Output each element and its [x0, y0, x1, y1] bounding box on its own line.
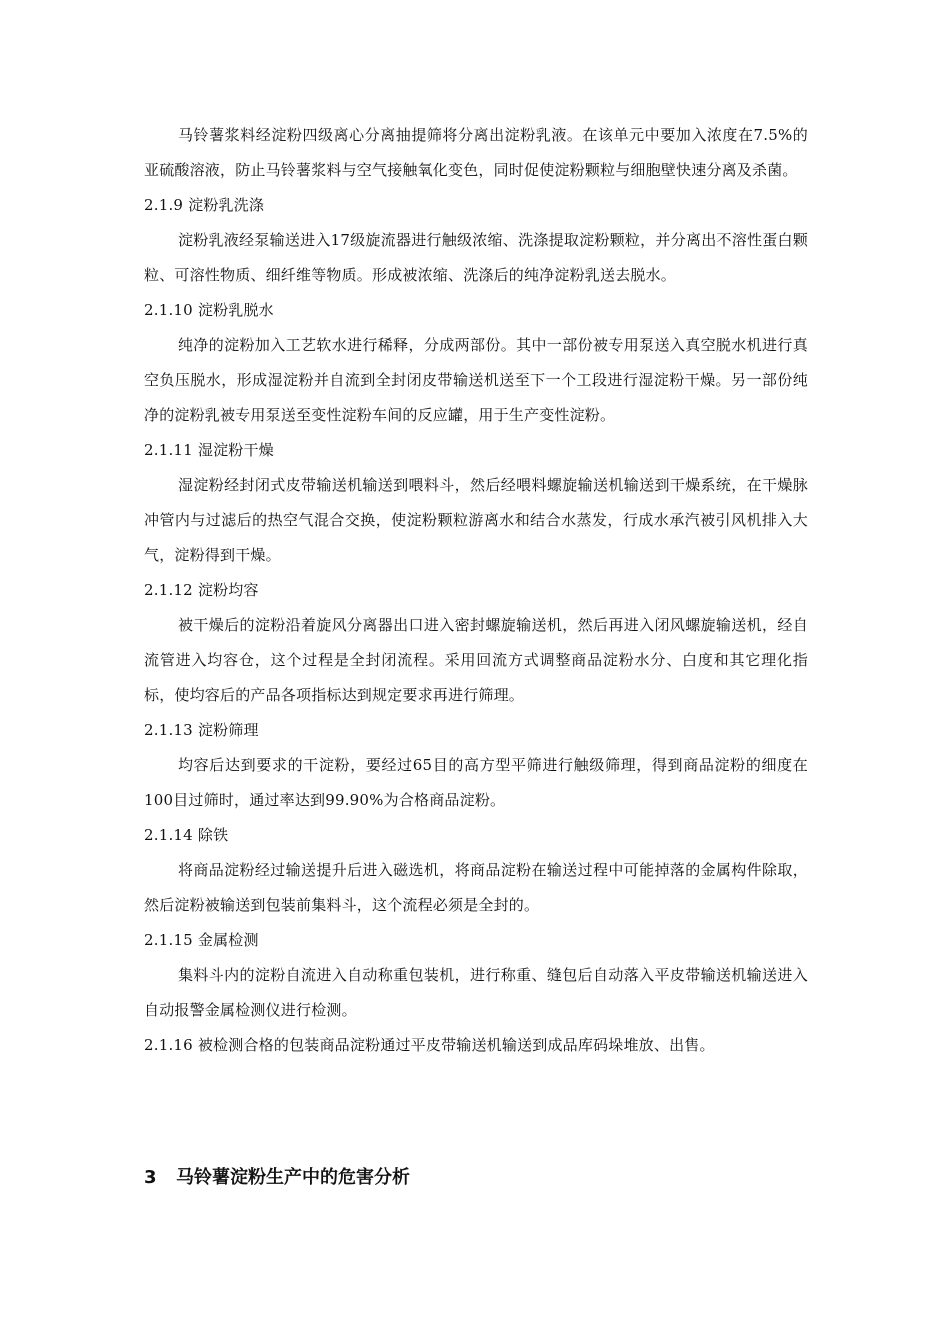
heading-2-1-13: 2.1.13 淀粉筛理 [144, 721, 259, 739]
heading-2-1-14: 2.1.14 除铁 [144, 826, 229, 844]
document-body [144, 118, 808, 1063]
paragraph-starch-separation: 马铃薯浆料经淀粉四级离心分离抽提筛将分离出淀粉乳液。在该单元中要加入浓度在7.5%的亚硫酸溶液，防止马铃薯浆料与空气接触氧化变色，同时促使淀粉颗粒与细胞壁快速分离及杀菌。 [144, 126, 808, 179]
paragraph-2-1-11: 湿淀粉经封闭式皮带输送机输送到喂料斗，然后经喂料螺旋输送机输送到干燥系统，在干燥脉冲管内与过滤后的热空气混合交换，使淀粉颗粒游离水和结合水蒸发，行成水承汽被引风机排入大气，淀粉得到干燥。 [144, 476, 808, 564]
section-heading-3 [144, 1160, 410, 1196]
paragraph-2-1-15: 集料斗内的淀粉自流进入自动称重包装机，进行称重、缝包后自动落入平皮带输送机输送进入自动报警金属检测仪进行检测。 [144, 966, 808, 1019]
heading-2-1-16: 2.1.16 被检测合格的包装商品淀粉通过平皮带输送机输送到成品库码垛堆放、出售。 [144, 1036, 715, 1054]
section-title-text: 马铃薯淀粉生产中的危害分析 [176, 1167, 410, 1188]
paragraph-2-1-10: 纯净的淀粉加入工艺软水进行稀释，分成两部份。其中一部份被专用泵送入真空脱水机进行真空负压脱水，形成湿淀粉并自流到全封闭皮带输送机送至下一个工段进行湿淀粉干燥。另一部份纯净的淀粉乳被专用泵送至变性淀粉车间的反应罐，用于生产变性淀粉。 [144, 336, 808, 424]
section-number: 3 [144, 1167, 157, 1188]
heading-2-1-12: 2.1.12 淀粉均容 [144, 581, 259, 599]
heading-2-1-10: 2.1.10 淀粉乳脱水 [144, 301, 274, 319]
paragraph-2-1-12: 被干燥后的淀粉沿着旋风分离器出口进入密封螺旋输送机，然后再进入闭风螺旋输送机，经自流管进入均容仓，这个过程是全封闭流程。采用回流方式调整商品淀粉水分、白度和其它理化指标，使均容后的产品各项指标达到规定要求再进行筛理。 [144, 616, 808, 704]
heading-2-1-9: 2.1.9 淀粉乳洗涤 [144, 196, 265, 214]
paragraph-2-1-9: 淀粉乳液经泵输送进入17级旋流器进行触级浓缩、洗涤提取淀粉颗粒，并分离出不溶性蛋白颗粒、可溶性物质、细纤维等物质。形成被浓缩、洗涤后的纯净淀粉乳送去脱水。 [144, 231, 808, 284]
heading-2-1-15: 2.1.15 金属检测 [144, 931, 259, 949]
paragraph-2-1-14: 将商品淀粉经过输送提升后进入磁选机，将商品淀粉在输送过程中可能掉落的金属构件除取，然后淀粉被输送到包装前集料斗，这个流程必须是全封的。 [144, 861, 808, 914]
heading-2-1-11: 2.1.11 湿淀粉干燥 [144, 441, 274, 459]
paragraph-2-1-13: 均容后达到要求的干淀粉，要经过65目的高方型平筛进行触级筛理，得到商品淀粉的细度在100目过筛时，通过率达到99.90%为合格商品淀粉。 [144, 756, 808, 809]
